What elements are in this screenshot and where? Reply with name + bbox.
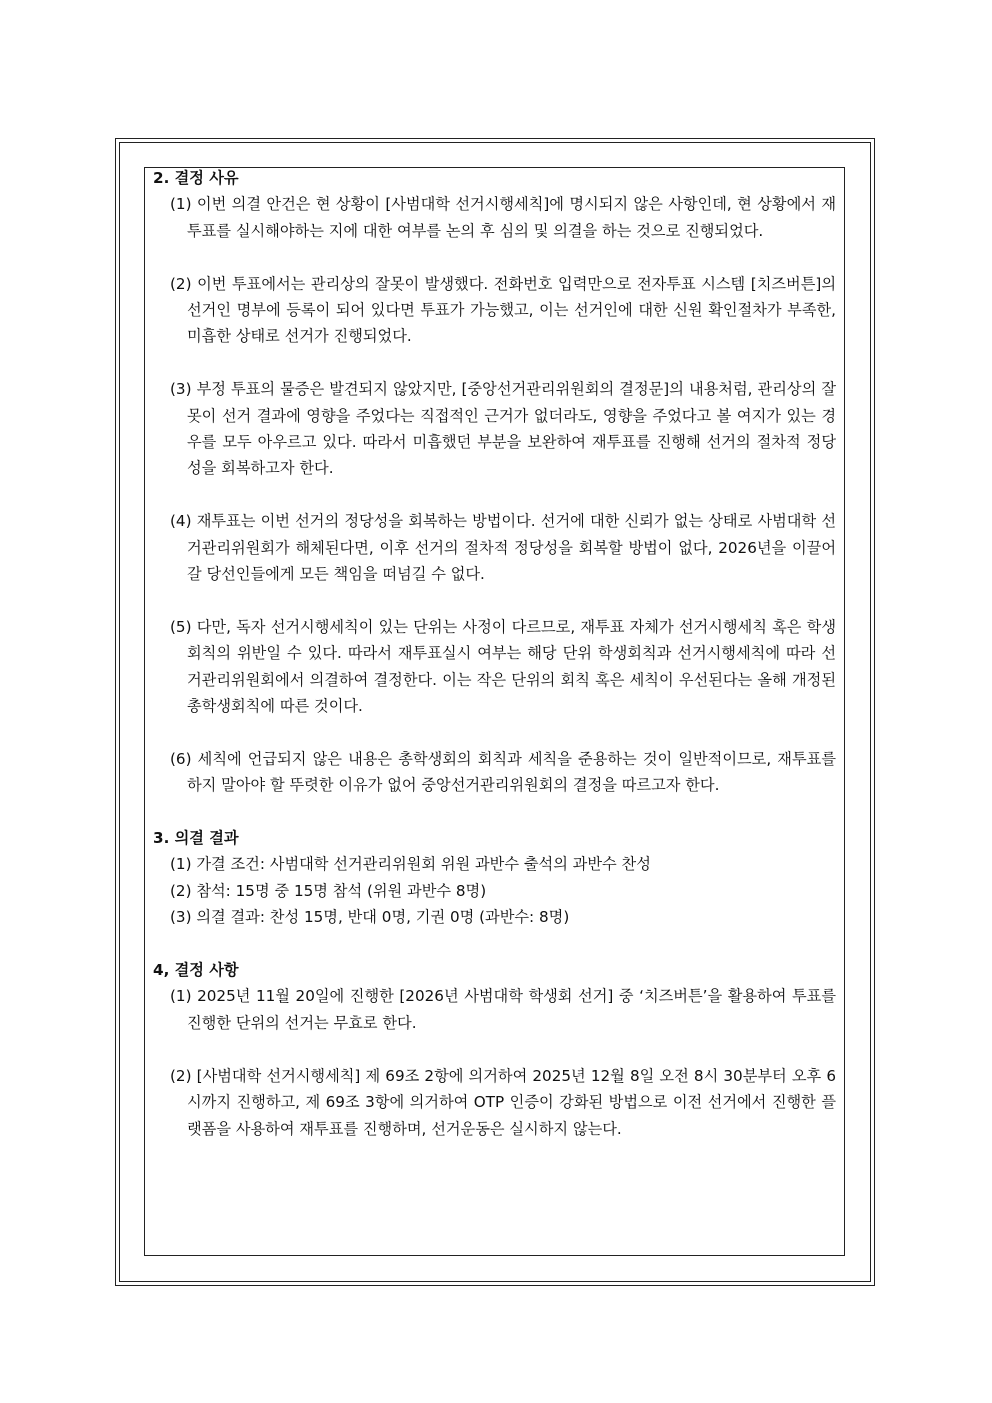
document-body	[153, 165, 836, 1142]
list-item: (4) 재투표는 이번 선거의 정당성을 회복하는 방법이다. 선거에 대한 신뢰가 없는 상태로 사범대학 선거관리위원회가 해체된다면, 이후 선거의 절차적 정당성을 회복할 방법이 없다, 2026년을 이끌어갈 당선인들에게 모든 책임을 떠넘길 수 없다.	[170, 512, 836, 584]
list-item: (2) [사범대학 선거시행세칙] 제 69조 2항에 의거하여 2025년 12월 8일 오전 8시 30분부터 오후 6시까지 진행하고, 제 69조 3항에 의거하여 OTP 인증이 강화된 방법으로 이전 선거에서 진행한 플랫폼을 사용하여 재투표를 진행하며, 선거운동은 실시하지 않는다.	[170, 1066, 836, 1138]
section-heading: 3. 의결 결과	[153, 829, 239, 848]
list-item: (1) 가결 조건: 사범대학 선거관리위원회 위원 과반수 출석의 과반수 찬성	[170, 855, 651, 874]
section-decisions	[153, 957, 836, 1142]
section-vote-results	[153, 825, 836, 931]
list-item: (3) 부정 투표의 물증은 발견되지 않았지만, [중앙선거관리위원회의 결정문]의 내용처럼, 관리상의 잘못이 선거 결과에 영향을 주었다는 직접적인 근거가 없더라도, 영향을 주었다고 볼 여지가 있는 경우를 모두 아우르고 있다. 따라서 미흡했던 부분을 보완하여 재투표를 진행해 선거의 절차적 정당성을 회복하고자 한다.	[170, 380, 836, 478]
section-heading: 4, 결정 사항	[153, 961, 239, 980]
list-item: (6) 세칙에 언급되지 않은 내용은 총학생회의 회칙과 세칙을 준용하는 것이 일반적이므로, 재투표를 하지 말아야 할 뚜렷한 이유가 없어 중앙선거관리위원회의 결정을 따르고자 한다.	[170, 749, 836, 795]
list-item: (3) 의결 결과: 찬성 15명, 반대 0명, 기권 0명 (과반수: 8명)	[170, 908, 570, 927]
list-item: (1) 이번 의결 안건은 현 상황이 [사범대학 선거시행세칙]에 명시되지 않은 사항인데, 현 상황에서 재투표를 실시해야하는 지에 대한 여부를 논의 후 심의 및 의결을 하는 것으로 진행되었다.	[170, 195, 836, 240]
list-item: (1) 2025년 11월 20일에 진행한 [2026년 사범대학 학생회 선거] 중 ‘치즈버튼’을 활용하여 투표를 진행한 단위의 선거는 무효로 한다.	[170, 987, 836, 1032]
section-spacer	[153, 931, 836, 957]
list-item: (2) 참석: 15명 중 15명 참석 (위원 과반수 8명)	[170, 881, 487, 900]
section-decision-reasons	[153, 165, 836, 799]
list-item: (2) 이번 투표에서는 관리상의 잘못이 발생했다. 전화번호 입력만으로 전자투표 시스템 [치즈버튼]의 선거인 명부에 등록이 되어 있다면 투표가 가능했고, 이는 선거인에 대한 신원 확인절차가 부족한, 미흡한 상태로 선거가 진행되었다.	[170, 274, 836, 346]
section-heading: 2. 결정 사유	[153, 169, 239, 187]
list-item: (5) 다만, 독자 선거시행세칙이 있는 단위는 사정이 다르므로, 재투표 자체가 선거시행세칙 혹은 학생회칙의 위반일 수 있다. 따라서 재투표실시 여부는 해당 단위 학생회칙과 선거시행세칙에 따라 선거관리위원회에서 의결하여 결정한다. 이는 작은 단위의 회칙 혹은 세칙이 우선된다는 올해 개정된 총학생회칙에 따른 것이다.	[170, 617, 836, 716]
